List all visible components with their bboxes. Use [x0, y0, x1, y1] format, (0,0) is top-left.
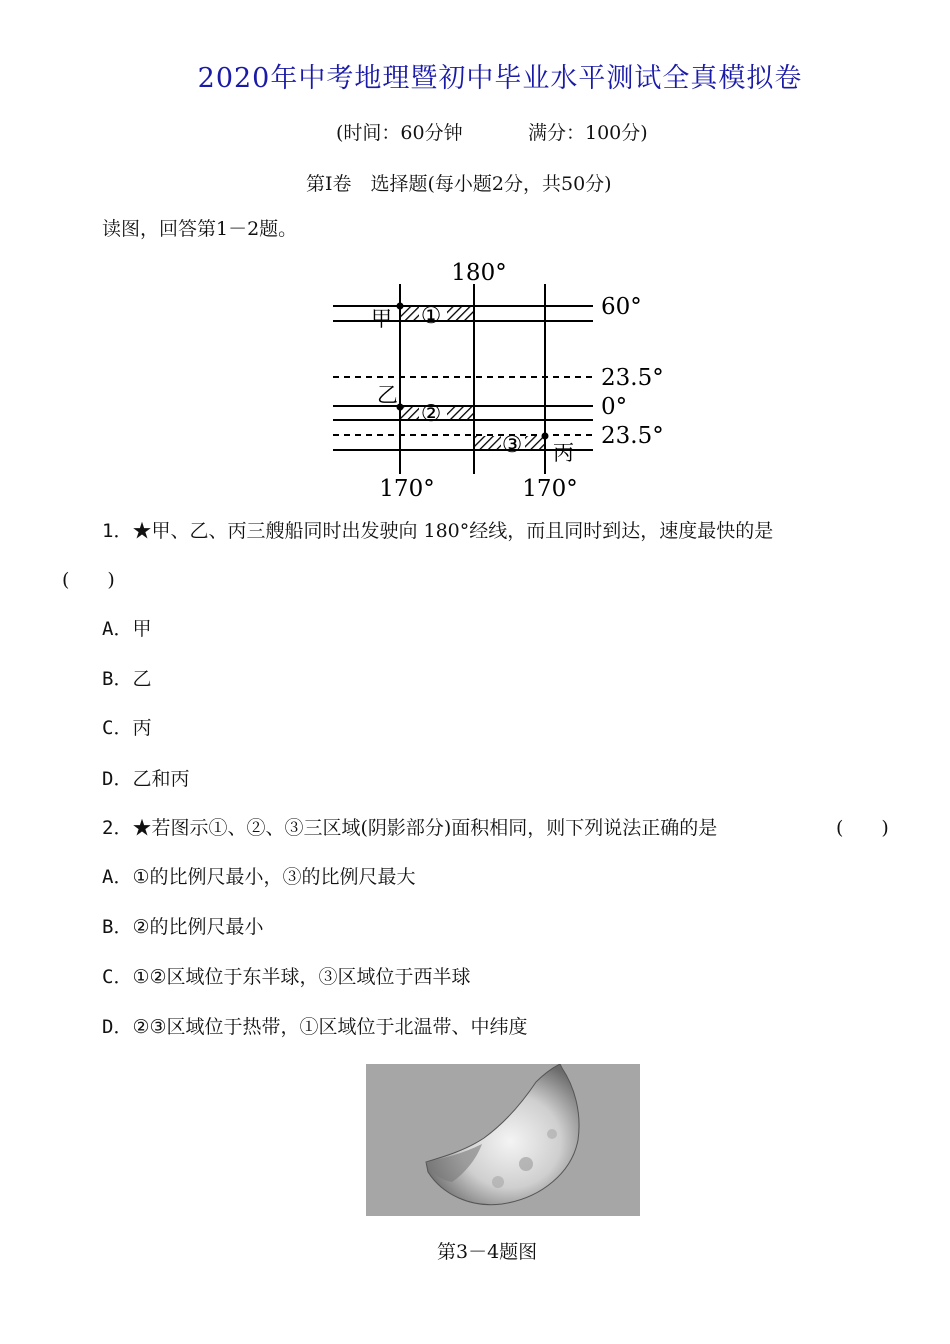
lat-label-23-5-n: 23.5°	[601, 365, 663, 391]
page-title: 2020年中考地理暨初中毕业水平测试全真模拟卷	[197, 63, 803, 94]
option-2-b[interactable]	[102, 912, 264, 939]
option-letter: A．	[102, 618, 133, 640]
region-1-hatch-left	[401, 307, 419, 320]
moon-crater	[492, 1176, 504, 1188]
option-2-a[interactable]	[102, 862, 416, 889]
region-label-2: ②	[420, 401, 442, 427]
ship-label-bing: 丙	[553, 441, 574, 465]
option-1-d[interactable]	[102, 764, 189, 791]
lon-label-180: 180°	[451, 260, 507, 286]
lat-lon-grid-svg	[331, 258, 663, 504]
option-text: ①②区域位于东半球，③区域位于西半球	[132, 966, 471, 988]
option-letter: C．	[102, 717, 133, 739]
ship-jia-dot	[397, 303, 404, 310]
question-number: 2．	[102, 817, 133, 839]
exam-score: 满分：100分)	[528, 122, 648, 144]
moon-crater	[519, 1157, 533, 1171]
lat-label-23-5-s: 23.5°	[601, 423, 663, 449]
option-text: 乙	[132, 668, 152, 690]
option-letter: C．	[102, 966, 133, 988]
exam-time: (时间：60分钟	[336, 122, 463, 144]
lon-label-170-left: 170°	[379, 476, 435, 502]
option-text: 丙	[132, 717, 152, 739]
question-intro: 读图，回答第1－2题。	[102, 218, 298, 240]
question-stem: ★若图示①、②、③三区域(阴影部分)面积相同，则下列说法正确的是	[132, 817, 718, 839]
option-2-d[interactable]	[102, 1012, 528, 1039]
region-label-1: ①	[420, 303, 442, 329]
region-3-hatch-right	[525, 436, 544, 449]
moon-svg	[366, 1064, 640, 1216]
lon-label-170-right: 170°	[522, 476, 578, 502]
question-stem: ★甲、乙、丙三艘船同时出发驶向 180°经线，而且同时到达，速度最快的是	[132, 520, 774, 542]
ship-label-jia: 甲	[371, 307, 392, 331]
question-1	[102, 516, 773, 543]
question-1-paren: ( )	[62, 569, 115, 591]
option-letter: A．	[102, 866, 133, 888]
option-letter: B．	[102, 668, 133, 690]
option-letter: D．	[102, 768, 133, 790]
option-text: ①的比例尺最小，③的比例尺最大	[132, 866, 416, 888]
option-letter: B．	[102, 916, 133, 938]
ship-label-yi: 乙	[377, 383, 398, 407]
figure-caption: 第3－4题图	[437, 1241, 538, 1263]
lat-label-60: 60°	[601, 294, 642, 320]
lat-lon-diagram	[331, 258, 663, 504]
question-2-paren: ( )	[836, 817, 889, 839]
region-2-hatch-left	[401, 407, 419, 419]
option-text: ②③区域位于热带，①区域位于北温带、中纬度	[132, 1016, 528, 1038]
option-text: 乙和丙	[132, 768, 190, 790]
option-1-c[interactable]	[102, 713, 151, 740]
ship-bing-dot	[542, 433, 549, 440]
region-1-hatch-right	[447, 307, 473, 320]
option-1-b[interactable]	[102, 664, 151, 691]
option-letter: D．	[102, 1016, 133, 1038]
option-text: ②的比例尺最小	[132, 916, 264, 938]
question-2	[102, 813, 717, 840]
region-2-hatch-right	[447, 407, 473, 419]
moon-photo	[366, 1064, 640, 1216]
region-3-hatch-left	[475, 436, 501, 449]
option-text: 甲	[132, 618, 152, 640]
moon-crater	[547, 1129, 557, 1139]
option-2-c[interactable]	[102, 962, 471, 989]
region-label-3: ③	[501, 432, 523, 458]
section-title: 第Ⅰ卷 选择题(每小题2分，共50分)	[306, 173, 612, 195]
option-1-a[interactable]	[102, 614, 151, 641]
question-number: 1．	[102, 520, 133, 542]
lat-label-0: 0°	[601, 394, 628, 420]
